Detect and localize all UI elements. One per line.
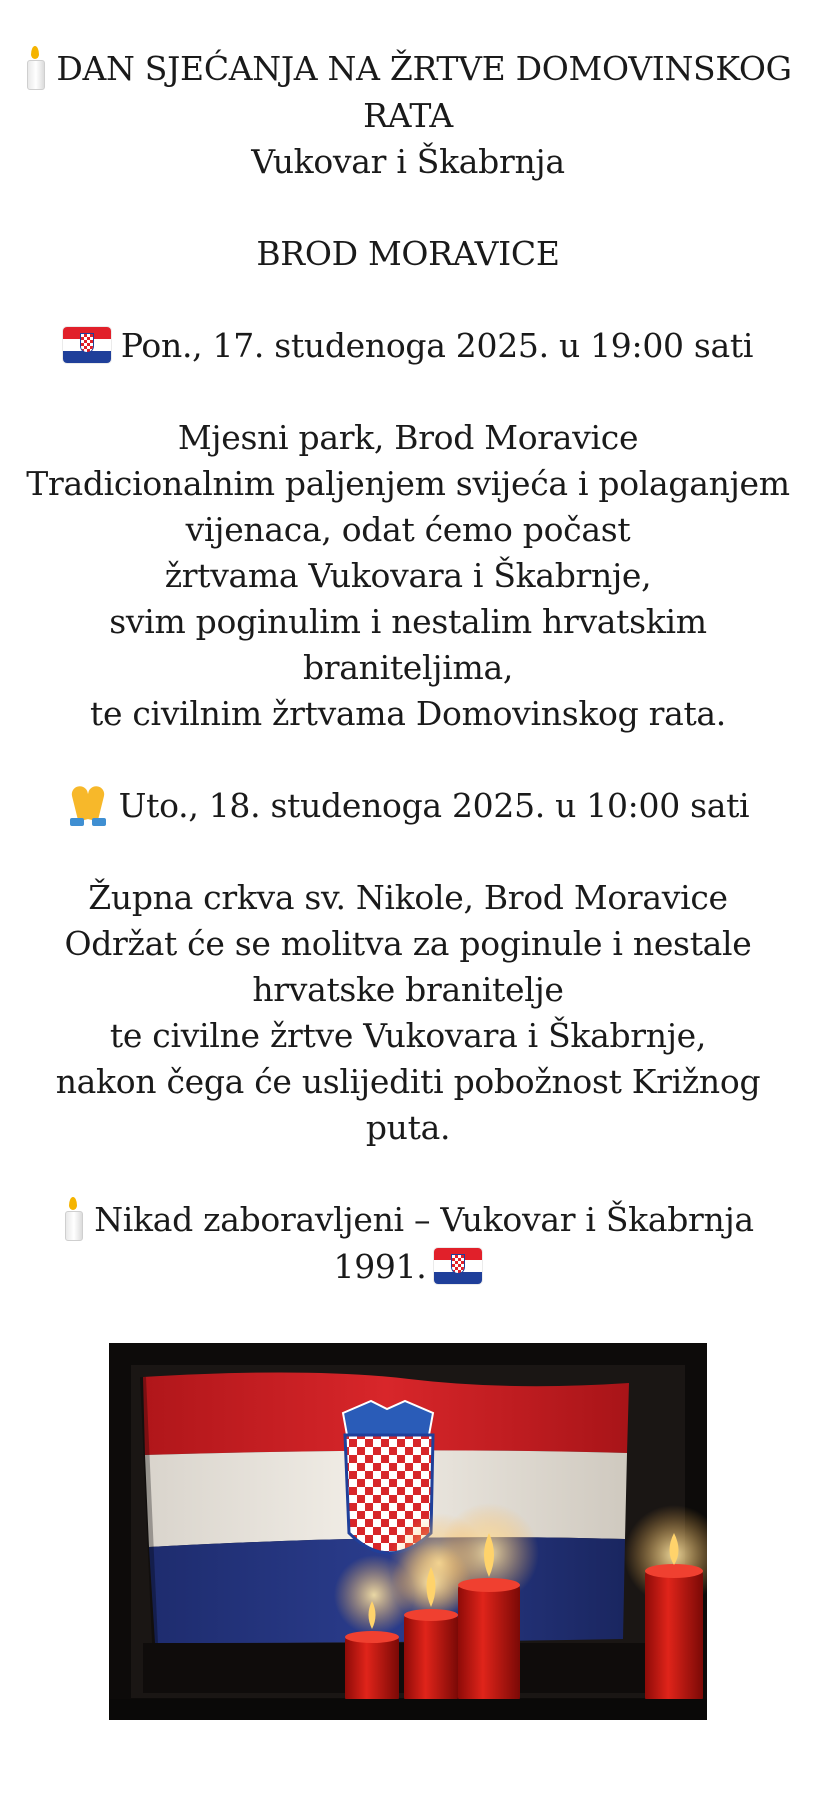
event1-line: Tradicionalnim paljenjem svijeća i polaganjem: [26, 464, 790, 503]
event2-line: nakon čega će uslijediti pobožnost Križnog: [55, 1062, 761, 1101]
spacer: [0, 185, 816, 231]
event2-line: puta.: [365, 1108, 451, 1147]
event2-line: Župna crkva sv. Nikole, Brod Moravice: [88, 878, 728, 917]
closing-text-2: 1991.: [333, 1247, 427, 1286]
event1-line: žrtvama Vukovara i Škabrnje,: [164, 556, 652, 595]
event1-line: te civilnim žrtvama Domovinskog rata.: [90, 694, 726, 733]
event1-date-line: [0, 323, 816, 369]
event2-line: te civilne žrtve Vukovara i Škabrnje,: [109, 1016, 707, 1055]
event1-date: Pon., 17. studenoga 2025. u 19:00 sati: [120, 326, 754, 365]
croatian-flag-icon: [63, 327, 111, 363]
heading-line-1: [0, 46, 816, 93]
memorial-announcement: [0, 46, 816, 1290]
event2-date: Uto., 18. studenoga 2025. u 10:00 sati: [118, 786, 750, 825]
event2-line: hrvatske branitelje: [252, 970, 564, 1009]
event1-line: vijenaca, odat ćemo počast: [185, 510, 631, 549]
heading-text-1: DAN SJEĆANJA NA ŽRTVE DOMOVINSKOG: [56, 49, 792, 88]
spacer: [0, 369, 816, 415]
event1-line: Mjesni park, Brod Moravice: [177, 418, 639, 457]
event2-date-line: [0, 783, 816, 829]
spacer: [0, 829, 816, 875]
spacer: [0, 1151, 816, 1197]
flag-and-candles-photo: [109, 1343, 707, 1720]
event2-line: Održat će se molitva za poginule i nestale: [64, 924, 752, 963]
croatian-flag-icon: [434, 1248, 482, 1284]
praying-hands-icon: [67, 784, 109, 826]
location-title: BROD MORAVICE: [256, 234, 560, 273]
spacer: [0, 277, 816, 323]
spacer: [0, 737, 816, 783]
heading-subtitle: Vukovar i Škabrnja: [251, 142, 565, 181]
heading-line-2: RATA: [363, 96, 453, 135]
flag-and-candles-illustration: [109, 1343, 707, 1720]
closing-text-1: Nikad zaboravljeni – Vukovar i Škabrnja: [94, 1200, 754, 1239]
event1-line: svim poginulim i nestalim hrvatskim: [109, 602, 707, 641]
candle-icon: [62, 1197, 84, 1241]
closing-line-2: [0, 1244, 816, 1290]
closing-line-1: [0, 1197, 816, 1244]
candle-icon: [24, 46, 46, 90]
event1-line: braniteljima,: [302, 648, 514, 687]
